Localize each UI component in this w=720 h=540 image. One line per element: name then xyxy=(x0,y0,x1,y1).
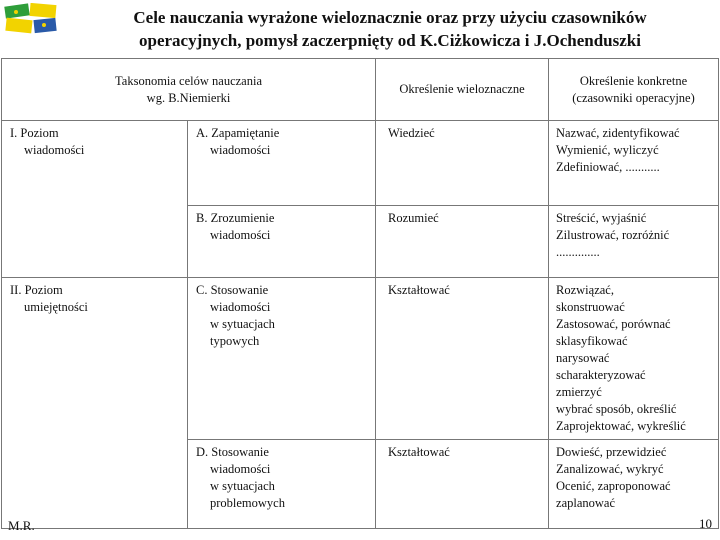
goal-cell xyxy=(188,278,376,440)
header-concrete-line-1: Określenie konkretne xyxy=(579,73,688,88)
concrete-line: Zaprojektować, wykreślić xyxy=(556,419,686,433)
concrete-cell xyxy=(549,206,719,278)
concrete-cell xyxy=(549,440,719,529)
header-concrete xyxy=(549,59,719,121)
concrete-line: .............. xyxy=(556,245,600,259)
header-concrete-line-2: (czasowniki operacyjne) xyxy=(572,90,695,105)
goal-letter: D. xyxy=(196,445,209,459)
goal-letter: B. xyxy=(196,211,208,225)
concrete-line: Wymienić, wyliczyć xyxy=(556,143,659,157)
goal-cell xyxy=(188,121,376,206)
concrete-line: skonstruować xyxy=(556,300,625,314)
goal-line: typowych xyxy=(210,334,260,348)
goal-line: wiadomości xyxy=(210,143,271,157)
concrete-cell xyxy=(549,121,719,206)
goal-line: problemowych xyxy=(210,496,285,510)
ambiguous-cell: Kształtować xyxy=(376,440,549,529)
concrete-line: zmierzyć xyxy=(556,385,602,399)
logo-icon xyxy=(4,3,60,35)
header-ambiguous: Określenie wieloznaczne xyxy=(376,59,549,121)
concrete-line: zaplanować xyxy=(556,496,616,510)
author-initials: M.R. xyxy=(8,518,35,533)
ambiguous-cell: Rozumieć xyxy=(376,206,549,278)
level-label: Poziom xyxy=(20,126,59,140)
page-title xyxy=(60,6,720,52)
header-taxonomy-line-1: Taksonomia celów nauczania xyxy=(115,73,262,88)
table-row xyxy=(2,278,719,440)
concrete-line: wybrać sposób, określić xyxy=(556,402,677,416)
goal-line: wiadomości xyxy=(210,300,271,314)
concrete-line: Zanalizować, wykryć xyxy=(556,462,664,476)
level-cell-1 xyxy=(2,121,188,278)
concrete-line: Zdefiniować, ........... xyxy=(556,160,660,174)
level-label: umiejętności xyxy=(24,300,88,314)
concrete-line: Nazwać, zidentyfikować xyxy=(556,126,680,140)
header-row xyxy=(2,59,719,121)
concrete-line: Dowieść, przewidzieć xyxy=(556,445,667,459)
ambiguous-cell: Wiedzieć xyxy=(376,121,549,206)
goal-line: Zapamiętanie xyxy=(211,126,280,140)
goal-letter: C. xyxy=(196,283,208,297)
goal-line: Zrozumienie xyxy=(210,211,275,225)
goal-cell xyxy=(188,440,376,529)
goal-line: wiadomości xyxy=(210,228,271,242)
concrete-line: Zilustrować, rozróżnić xyxy=(556,228,670,242)
concrete-line: Zastosować, porównać xyxy=(556,317,671,331)
level-number: II. xyxy=(10,283,22,297)
concrete-line: scharakteryzować xyxy=(556,368,646,382)
goals-table xyxy=(1,58,719,529)
title-line-2: operacyjnych, pomysł zaczerpnięty od K.Ciżkowicza i J.Ochenduszki xyxy=(139,31,641,50)
goal-cell xyxy=(188,206,376,278)
header-taxonomy-line-2: wg. B.Niemierki xyxy=(146,90,231,105)
goal-letter: A. xyxy=(196,126,209,140)
ambiguous-cell: Kształtować xyxy=(376,278,549,440)
concrete-line: narysować xyxy=(556,351,610,365)
goal-line: Stosowanie xyxy=(211,445,269,459)
header-taxonomy xyxy=(2,59,376,121)
goal-line: w sytuacjach xyxy=(210,479,275,493)
table-row xyxy=(2,121,719,206)
level-label: wiadomości xyxy=(24,143,85,157)
goal-line: wiadomości xyxy=(210,462,271,476)
level-cell-2 xyxy=(2,278,188,529)
level-number: I. xyxy=(10,126,18,140)
goal-line: w sytuacjach xyxy=(210,317,275,331)
concrete-line: sklasyfikować xyxy=(556,334,628,348)
concrete-line: Streścić, wyjaśnić xyxy=(556,211,647,225)
page-number: 10 xyxy=(699,516,712,531)
level-label: Poziom xyxy=(24,283,63,297)
goal-line: Stosowanie xyxy=(210,283,269,297)
concrete-line: Ocenić, zaproponować xyxy=(556,479,671,493)
title-line-1: Cele nauczania wyrażone wieloznacznie oraz przy użyciu czasowników xyxy=(133,8,647,27)
concrete-line: Rozwiązać, xyxy=(556,283,614,297)
concrete-cell xyxy=(549,278,719,440)
